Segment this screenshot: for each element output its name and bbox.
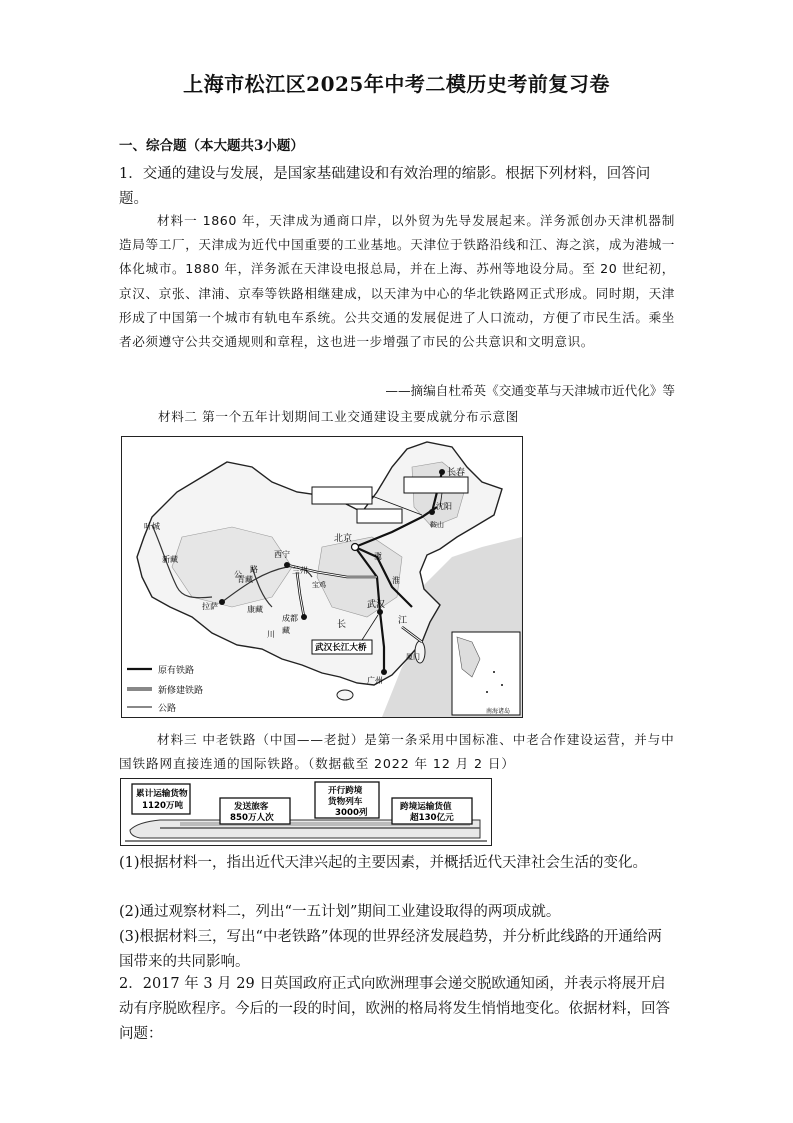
city-beijing-dot <box>352 544 359 551</box>
city-chengdu-dot <box>301 614 307 620</box>
label-qingzang: 青藏 <box>237 575 253 584</box>
blank-box-1 <box>312 487 372 504</box>
label-ji: 冀 <box>374 552 382 561</box>
city-lhasa-dot <box>219 599 225 605</box>
city-shenyang-dot <box>429 509 435 515</box>
question-2-stem: 2．2017 年 3 月 29 日英国政府正式向欧洲理事会递交脱欧通知函，并表示将展开启动有序脱欧程序。今后的一段的时间，欧洲的格局将发生悄悄地变化。依据材料，回答问题： <box>119 976 670 1042</box>
city-guangzhou-dot <box>381 669 387 675</box>
stat-value-value: 超130亿元 <box>410 813 454 823</box>
china-laos-railway-infographic <box>120 778 492 846</box>
label-anshan: 鞍山 <box>430 521 444 529</box>
material-1-text: 材料一 1860 年，天津成为通商口岸，以外贸为先导发展起来。洋务派创办天津机器制造局等工厂，天津成为近代中国重要的工业基地。天津位于铁路沿线和江、海之滨，成为港城一体化城市。1880 年，洋务派在天津设电报总局，并在上海、苏州等地设分局。至 20 世纪初，京汉、京张、津浦、京奉等铁路相继建成，以天津为中心的华北铁路网正式形成。同时期，天津形成了中国第一个城市有轨电车系统。公共交通的发展促进了人口流动，方便了市民生活。乘坐者必须遵守公共交通规则和章程，这也进一步增强了市民的公共意识和文明意识。 <box>119 213 675 350</box>
question-1-part-2: (2)通过观察材料二，列出“一五计划”期间工业建设取得的两项成就。 <box>119 904 561 920</box>
hainan-island <box>337 690 353 700</box>
label-lu: 路 <box>250 565 258 574</box>
section-heading: 一、综合题（本大题共3小题） <box>119 138 304 154</box>
blank-box-2 <box>404 477 468 493</box>
stat-cargo-value: 1120万吨 <box>142 801 184 811</box>
first-five-year-plan-map <box>121 436 523 718</box>
label-gong: 公 <box>234 570 242 579</box>
label-chengdu: 成都 <box>282 614 298 623</box>
question-1-part-1: (1)根据材料一，指出近代天津兴起的主要因素，并概括近代天津社会生活的变化。 <box>119 855 648 871</box>
blank-box-3 <box>357 509 402 523</box>
label-chang: 长 <box>337 620 347 630</box>
inset-island-3 <box>486 691 488 693</box>
label-hui: 淮 <box>392 576 400 585</box>
label-jiang: 江 <box>398 616 408 626</box>
label-lhasa: 拉萨 <box>202 602 218 611</box>
question-1-part-3: (3)根据材料三，写出“中老铁路”体现的世界经济发展趋势，并分析此线路的开通给两国带来的共同影响。 <box>119 929 662 970</box>
city-changchun-dot <box>439 469 445 475</box>
label-xinzang: 新藏 <box>162 555 178 564</box>
question-1-stem: 1．交通的建设与发展，是国家基础建设和有效治理的缩影。根据下列材料，回答问题。 <box>119 166 651 207</box>
label-baotou: 宝鸡 <box>312 581 326 589</box>
label-shenyang: 沈阳 <box>436 502 452 511</box>
legend-new-rail: 新修建铁路 <box>158 686 204 696</box>
inset-island-1 <box>493 671 495 673</box>
stat-trains-label1: 开行跨境 <box>328 786 363 796</box>
stat-passengers-label: 发送旅客 <box>234 802 269 812</box>
page-title: 上海市松江区2025年中考二模历史考前复习卷 <box>183 72 610 96</box>
inset-label: 南海诸岛 <box>486 708 511 715</box>
wuhan-bridge-callout: 武汉长江大桥 <box>315 643 367 653</box>
stat-cargo-label: 累计运输货物 <box>136 789 188 799</box>
label-changchun: 长春 <box>447 468 466 478</box>
label-guangzhou: 广州 <box>367 676 383 685</box>
label-xiamen: 厦门 <box>406 653 420 661</box>
label-zang: 藏 <box>282 626 290 635</box>
stat-value-label: 跨境运输货值 <box>400 802 452 812</box>
stat-trains-label2: 货物列车 <box>328 797 363 807</box>
train-svg <box>120 778 492 846</box>
china-map-svg <box>122 437 522 717</box>
material-1-source: ——摘编自杜希英《交通变革与天津城市近代化》等 <box>385 383 675 398</box>
label-yecheng: 叶城 <box>144 522 160 531</box>
label-kangzang: 康藏 <box>247 605 263 614</box>
label-lanzhou: 兰州 <box>292 566 308 575</box>
inset-island-2 <box>501 684 503 686</box>
label-beijing: 北京 <box>334 534 353 544</box>
label-xining: 西宁 <box>274 550 290 559</box>
material-3-text: 材料三 中老铁路（中国——老挝）是第一条采用中国标准、中老合作建设运营，并与中国铁路网直接连通的国际铁路。（数据截至 2022 年 12 月 2 日） <box>119 732 675 772</box>
stat-passengers-value: 850万人次 <box>230 813 274 823</box>
label-wuhan: 武汉 <box>367 600 386 610</box>
legend-old-rail: 原有铁路 <box>158 666 195 676</box>
legend-road: 公路 <box>158 704 177 714</box>
label-chuan: 川 <box>267 630 275 639</box>
city-lanzhou-dot <box>284 562 290 568</box>
stat-trains-value: 3000列 <box>335 808 368 818</box>
material-2-caption: 材料二 第一个五年计划期间工业交通建设主要成就分布示意图 <box>158 409 519 424</box>
